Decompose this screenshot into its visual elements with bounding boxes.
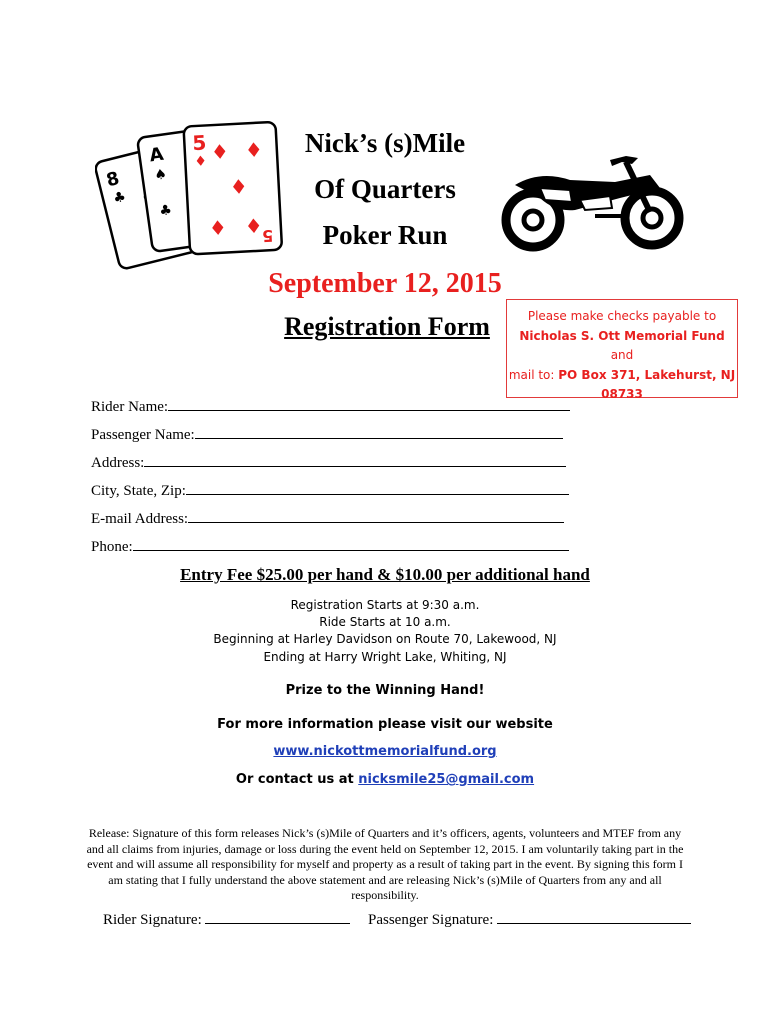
prize-text: Prize to the Winning Hand! — [285, 683, 485, 698]
notice-address: PO Box 371, Lakehurst, NJ — [558, 367, 736, 382]
notice-zip: 08733 — [601, 387, 643, 401]
notice-and: and — [610, 348, 634, 362]
city-state-zip-row — [91, 480, 569, 500]
contact-prefix: Or contact us at — [235, 772, 359, 787]
more-info-text: For more information please visit our website — [217, 717, 553, 732]
rider-signature-input[interactable] — [205, 911, 350, 924]
passenger-signature-input[interactable] — [497, 911, 691, 924]
svg-text:♦: ♦ — [229, 174, 249, 200]
contact-row — [0, 772, 770, 787]
end-location: Ending at Harry Wright Lake, Whiting, NJ — [263, 650, 507, 664]
svg-text:♣: ♣ — [158, 202, 174, 220]
notice-line1: Please make checks payable to — [527, 309, 717, 323]
event-title-line3: Poker Run — [322, 220, 448, 250]
phone-input[interactable] — [133, 536, 569, 551]
address-input[interactable] — [144, 452, 566, 467]
event-date: September 12, 2015 — [268, 268, 502, 299]
rider-signature-label: Rider Signature: — [103, 912, 202, 928]
rider-name-input[interactable] — [168, 396, 570, 411]
website-link[interactable]: www.nickottmemorialfund.org — [273, 744, 497, 759]
card3-rank-bottom: 5 — [261, 226, 274, 246]
ride-time: Ride Starts at 10 a.m. — [319, 615, 451, 629]
card1-rank: 8 — [104, 167, 122, 192]
email-row — [91, 508, 564, 528]
city-state-zip-label: City, State, Zip: — [91, 483, 186, 499]
svg-text:♠: ♠ — [153, 166, 169, 185]
rider-name-row — [91, 396, 570, 416]
release-statement: Release: Signature of this form releases Nick’s (s)Mile of Quarters and it’s officers, agents, volunteers and MTEF from any and all claims from injuries, damage or loss during the event held on September 12, 2015. I am voluntarily taking part in the event and will assume all responsibility for myself and property as a result of taking part in the event. By signing this form I am stating that I fully understand the above statement and are releasing Nick’s (s)Mile of Quarters from any and all responsibility. — [86, 826, 684, 902]
payment-notice-box — [506, 299, 738, 401]
email-label: E-mail Address: — [91, 511, 189, 527]
card3-rank: 5 — [191, 130, 207, 156]
email-link[interactable]: nicksmile25@gmail.com — [358, 772, 535, 787]
passenger-name-row — [91, 424, 563, 444]
registration-time: Registration Starts at 9:30 a.m. — [290, 598, 480, 612]
address-label: Address: — [91, 455, 145, 471]
notice-payee: Nicholas S. Ott Memorial Fund — [519, 328, 725, 343]
event-title-line1: Nick’s (s)Mile — [304, 128, 466, 158]
phone-label: Phone: — [91, 539, 133, 555]
phone-row — [91, 536, 569, 556]
svg-text:♦: ♦ — [208, 215, 228, 241]
website-row — [0, 744, 770, 759]
svg-text:♦: ♦ — [210, 139, 230, 165]
notice-mail-to: mail to: — [508, 367, 559, 382]
card2-rank: A — [148, 143, 165, 167]
passenger-name-label: Passenger Name: — [91, 427, 195, 443]
svg-text:♦: ♦ — [244, 137, 264, 163]
address-row — [91, 452, 566, 472]
city-state-zip-input[interactable] — [186, 480, 569, 495]
passenger-signature-label: Passenger Signature: — [367, 912, 494, 928]
entry-fee: Entry Fee $25.00 per hand & $10.00 per additional hand — [180, 565, 590, 584]
event-title-line2: Of Quarters — [314, 174, 456, 204]
svg-text:♦: ♦ — [193, 153, 208, 171]
rider-name-label: Rider Name: — [91, 399, 169, 415]
svg-text:♣: ♣ — [111, 188, 128, 208]
email-input[interactable] — [188, 508, 564, 523]
registration-form-title: Registration Form — [284, 312, 490, 341]
passenger-name-input[interactable] — [195, 424, 563, 439]
signatures-row — [103, 911, 691, 929]
svg-text:♦: ♦ — [244, 213, 264, 239]
start-location: Beginning at Harley Davidson on Route 70, Lakewood, NJ — [213, 632, 557, 646]
